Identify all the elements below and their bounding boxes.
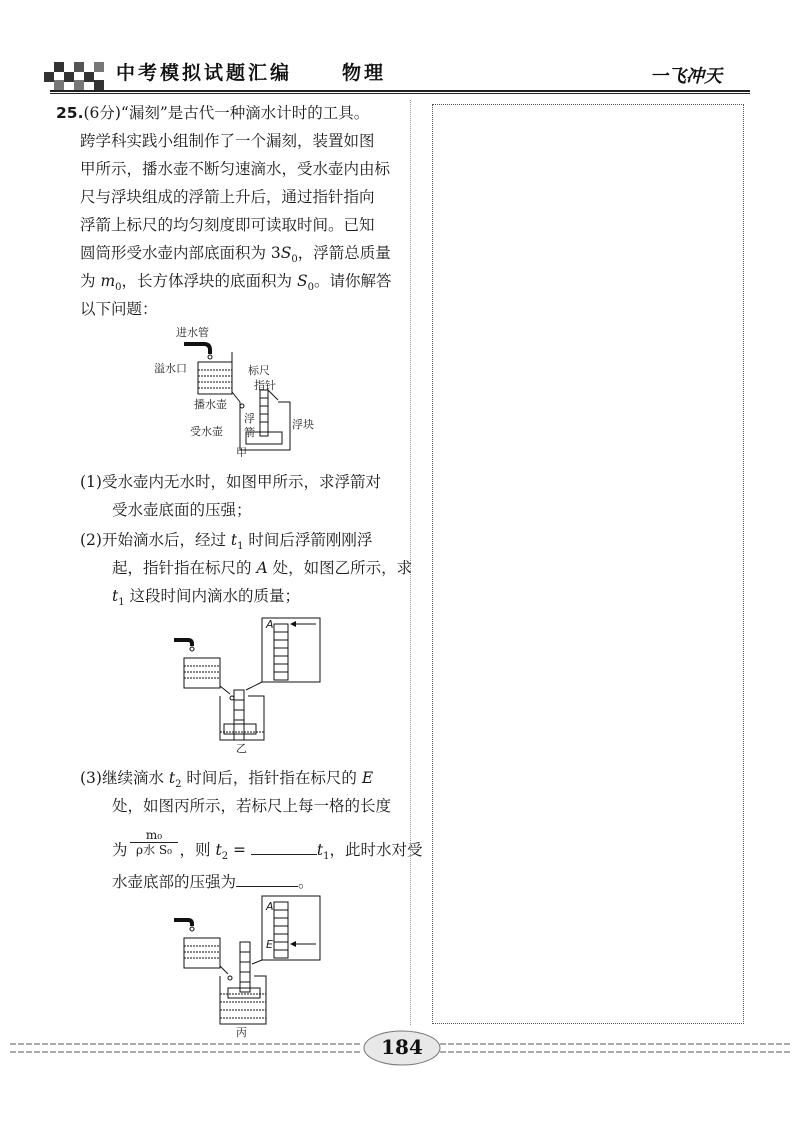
header-title: 中考模拟试题汇编 — [116, 62, 293, 84]
part2-line-3: $t_1$ 这段时间内滴水的质量； — [112, 587, 301, 609]
part3-line-2: 处，如图丙所示，若标尺上每一格的长度 — [112, 797, 392, 815]
part3-line-4: 水壶底部的压强为 。 — [112, 870, 314, 892]
question-line-5: 浮箭上标尺的均匀刻度即可读取时间。已知 — [80, 216, 375, 234]
question-line-3: 甲所示，播水壶不断匀速滴水，受水壶内由标 — [80, 160, 391, 178]
figure-b — [170, 612, 330, 754]
caption-a: 甲 — [236, 446, 247, 457]
question-line-1: 25.(6分)“漏刻”是古代一种滴水计时的工具。 — [56, 104, 370, 122]
figure-c — [170, 892, 330, 1040]
part3-line-3: 为 ，则 $t_2 = t_1$，此时水对受 — [112, 838, 423, 867]
figure-a — [150, 322, 350, 457]
question-line-4: 尺与浮块组成的浮箭上升后，通过指针指向 — [80, 188, 375, 206]
mark-a-c: A — [266, 900, 274, 913]
blank-t2[interactable] — [251, 838, 317, 855]
answer-box[interactable] — [432, 104, 744, 1024]
inlet-drop-shape — [208, 355, 212, 359]
part2-line-2: 起，指针指在标尺的 A 处，如图乙所示，求 — [112, 559, 413, 577]
drip-pot-shape — [198, 362, 232, 394]
question-number: 25. — [56, 104, 84, 122]
header-subject: 物理 — [342, 62, 387, 84]
question-line-7: 为 $m_0$，长方体浮块的底面积为 $S_0$。请你解答 — [80, 272, 392, 294]
label-float-block: 浮块 — [292, 418, 314, 431]
fraction-scale-length — [130, 828, 178, 857]
page-number: 184 — [381, 1035, 423, 1059]
blank-pressure[interactable] — [236, 870, 298, 887]
drip-pot-b-shape — [184, 658, 220, 688]
part3-line-1: (3)继续滴水 $t_2$ 时间后，指针指在标尺的 E — [80, 769, 374, 791]
mark-e-c: E — [266, 938, 273, 951]
label-inlet: 进水管 — [176, 326, 209, 339]
header-checker-logo — [44, 52, 114, 90]
question-line-2: 跨学科实践小组制作了一个漏刻，装置如图 — [80, 132, 375, 150]
question-line-6: 圆筒形受水壶内部底面积为 $3S_0$，浮箭总质量 — [80, 244, 391, 266]
label-receiver: 受水壶 — [190, 425, 223, 438]
label-pointer: 指针 — [254, 379, 276, 392]
fraction-denominator: ρ水 S₀ — [136, 843, 172, 857]
page-header — [0, 0, 800, 100]
fraction-numerator: m₀ — [130, 828, 178, 843]
mark-a-b: A — [266, 618, 274, 631]
part2-line-1: (2)开始滴水后，经过 $t_1$ 时间后浮箭刚刚浮 — [80, 531, 373, 553]
part1-line-1: (1)受水壶内无水时，如图甲所示，求浮箭对 — [80, 473, 381, 491]
inlet-pipe-shape — [184, 344, 210, 354]
caption-b: 乙 — [236, 742, 247, 754]
label-arrow-1: 浮 — [244, 412, 255, 425]
label-arrow-2: 箭 — [244, 426, 255, 439]
scale-rod-shape — [260, 390, 268, 436]
part1-line-2: 受水壶底面的压强； — [112, 501, 252, 519]
header-brand: 一飞冲天 — [650, 66, 722, 87]
label-scale: 标尺 — [248, 364, 270, 377]
question-line-8: 以下问题： — [80, 300, 158, 318]
label-overflow: 溢水口 — [154, 362, 187, 375]
header-rule — [50, 90, 750, 94]
label-drip-pot: 播水壶 — [194, 398, 227, 411]
caption-c: 丙 — [236, 1026, 247, 1039]
